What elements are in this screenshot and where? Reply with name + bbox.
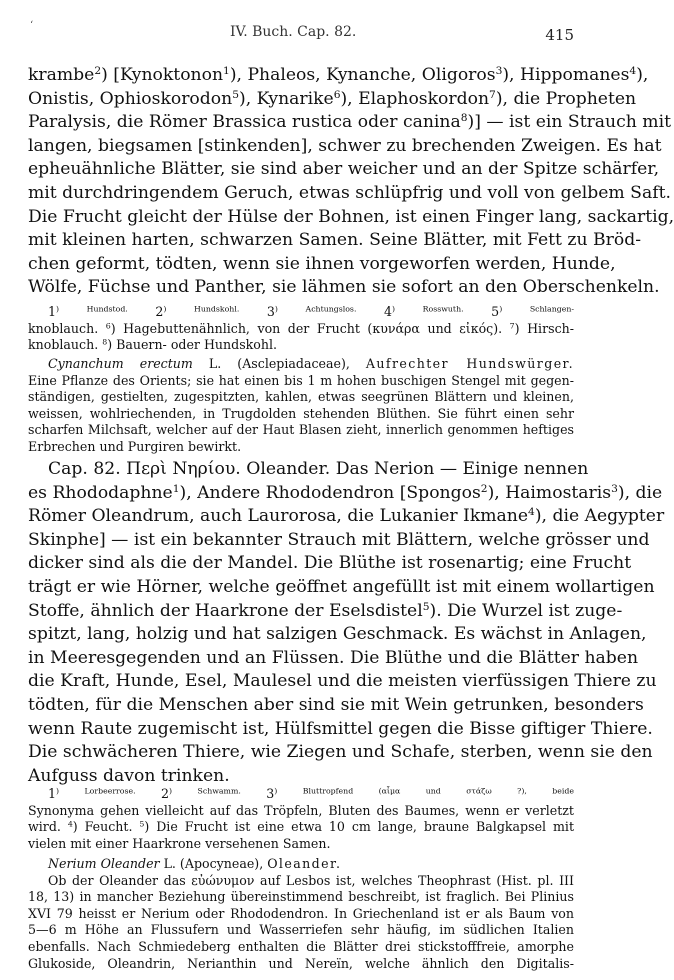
text-segment: ) Hirsch- xyxy=(514,320,574,336)
text-segment: ), Elaphoskordon xyxy=(340,88,490,109)
footnote-marker: 1 xyxy=(172,481,180,495)
species-name: Nerium Oleander xyxy=(48,856,160,871)
text-segment: ), die Propheten xyxy=(495,88,637,109)
commentary-line: 18, 13) in mancher Beziehung übereinstimmend beschreibt, ist fraglich. Bei Plinius xyxy=(28,889,574,905)
footnote-marker: 8 xyxy=(102,337,108,347)
footnotes-cap82 xyxy=(28,786,574,852)
text-segment: ), Haimostaris xyxy=(487,482,612,503)
species-author: L. (Apocyneae), xyxy=(163,856,268,871)
text-segment: )] — ist ein Strauch mit xyxy=(467,112,671,133)
text-segment: knoblauch. xyxy=(28,337,103,353)
footnote-marker: ) Hundskohl. xyxy=(163,304,267,314)
text-segment: dicker sind als die der Mandel. Die Blüthe ist rosenartig; eine Frucht xyxy=(28,553,632,574)
text-segment: wenn Raute zugemischt ist, Hülfsmittel gegen die Bisse giftiger Thiere. xyxy=(28,718,653,739)
footnote-marker: 6 xyxy=(333,87,341,101)
text-segment: Wölfe, Füchse und Panther, sie lähmen sie sofort an den Oberschenkeln. xyxy=(28,277,660,298)
text-segment: Stoffe, ähnlich der Haarkrone der Eselsdistel xyxy=(28,600,423,621)
text-line xyxy=(28,481,663,506)
text-segment: Aufguss davon trinken. xyxy=(28,765,230,786)
text-line xyxy=(28,718,653,742)
text-segment: ) Die Frucht ist eine etwa 10 cm lange, braune Balgkapsel mit xyxy=(144,819,574,835)
text-segment: Onistis, Ophioskorodon xyxy=(28,88,233,109)
text-line xyxy=(28,158,660,182)
commentary-line: ständigen, gestielten, zugespitzten, kahlen, etwas seegrünen Blättern und kleinen, xyxy=(28,389,574,405)
footnote-marker: 7 xyxy=(489,87,496,101)
text-line xyxy=(28,253,616,277)
text-segment: chen geformt, tödten, wenn sie ihnen vorgeworfen werden, Hunde, xyxy=(28,253,616,274)
commentary-line: scharfen Milchsaft, welcher auf der Haut Blasen zieht, innerlich genommen heftiges xyxy=(28,422,574,438)
footnote-marker: 5 xyxy=(232,87,239,101)
text-line xyxy=(28,505,665,529)
text-line xyxy=(28,304,574,321)
footnote-marker: 2 xyxy=(94,64,102,78)
text-line xyxy=(28,206,674,230)
species-name: Cynanchum erectum xyxy=(48,356,193,371)
text-segment: 2 xyxy=(155,304,164,319)
text-segment: ), Kynarike xyxy=(238,88,334,109)
commentary-line: ebenfalls. Nach Schmiedeberg enthalten die Blätter drei stickstofffreie, amorphe xyxy=(28,938,574,954)
text-segment: wird. xyxy=(28,819,68,835)
text-line xyxy=(28,529,650,553)
text-line xyxy=(28,111,671,135)
text-segment: ) [Kynoktonon xyxy=(101,65,224,85)
text-segment: ), xyxy=(636,65,649,85)
text-line xyxy=(28,576,655,600)
footnote-marker: 3 xyxy=(611,481,618,495)
text-line xyxy=(28,741,653,765)
footnote-marker: 1 xyxy=(223,64,230,78)
text-segment: ), Hippomanes xyxy=(502,65,630,85)
footnote-marker: ) Rosswuth. xyxy=(392,304,492,314)
commentary-line: Eine Pflanze des Orients; sie hat einen bis 1 m hohen buschigen Stengel mit gegen- xyxy=(28,372,574,388)
text-line xyxy=(28,337,574,354)
text-segment: Paralysis, die Römer Brassica rustica oder canina xyxy=(28,112,461,133)
footnotes-cap81 xyxy=(28,304,574,354)
text-segment: knoblauch. xyxy=(28,320,106,336)
text-segment: trägt er wie Hörner, welche geöffnet angefüllt ist mit einem wollartigen xyxy=(28,576,655,597)
footnote-marker: 5 xyxy=(139,819,145,829)
footnote-marker: 6 xyxy=(105,321,111,331)
text-line xyxy=(28,765,574,789)
text-segment: in Meeresgegenden und an Flüssen. Die Blüthe und die Blätter haben xyxy=(28,647,639,668)
text-segment: ) Bauern- oder Hundskohl. xyxy=(107,337,278,353)
text-segment: 2 xyxy=(161,786,170,801)
commentary-line: Ob der Oleander das εὐώνυμον auf Lesbos ist, welches Theophrast (Hist. pl. III xyxy=(48,872,574,888)
text-segment: ), Phaleos, Kynanche, Oligoros xyxy=(229,65,496,85)
text-segment: 3 xyxy=(266,786,275,801)
commentary-cynanchum xyxy=(28,356,574,456)
commentary-line: weissen, wohlriechenden, in Trugdolden stehenden Blüthen. Sie führt einen sehr xyxy=(28,405,574,421)
footnote-marker: 4 xyxy=(528,505,535,519)
footnote-marker: 4 xyxy=(67,819,73,829)
text-segment: 1 xyxy=(48,786,57,801)
text-segment: mit kleinen harten, schwarzen Samen. Seine Blätter, mit Fett zu Bröd- xyxy=(28,230,642,251)
paragraph-cap82-oleander xyxy=(28,458,665,788)
text-line xyxy=(28,599,623,624)
text-segment: Synonyma gehen vielleicht auf das Tröpfeln, Bluten des Baumes, wenn er verletzt xyxy=(28,802,574,818)
text-line xyxy=(28,803,574,820)
text-segment: 1 xyxy=(48,304,57,319)
text-segment: Cap. 82. Περὶ Νηρίου. Oleander. Das Nerion — Einige nennen xyxy=(48,459,589,479)
common-name: Aufrechter Hundswürger. xyxy=(365,356,574,371)
text-line xyxy=(28,229,642,253)
text-segment: epheuähnliche Blätter, sie sind aber weicher und an der Spitze schärfer, xyxy=(28,159,660,180)
text-line xyxy=(28,64,649,88)
text-line xyxy=(28,786,574,803)
footnote-marker: 3 xyxy=(495,64,503,78)
text-line xyxy=(28,623,647,647)
commentary-heading xyxy=(28,856,574,873)
commentary-line: 5—6 m Höhe an Flussufern und Wasserriefen sehr häufig, im südlichen Italien xyxy=(28,922,574,938)
footnote-marker: ) Schlangen- xyxy=(499,304,574,314)
commentary-nerium xyxy=(28,856,574,972)
text-line xyxy=(28,182,671,206)
text-segment: krambe xyxy=(28,65,95,85)
text-segment: ). Die Wurzel ist zuge- xyxy=(429,600,623,621)
common-name: Oleander. xyxy=(267,856,342,871)
commentary-heading xyxy=(28,356,574,373)
footnote-marker: 8 xyxy=(460,111,468,125)
text-line xyxy=(28,87,637,112)
text-segment: langen, biegsamen [stinkenden], schwer zu brechenden Zweigen. Es hat xyxy=(28,135,662,156)
text-line xyxy=(28,819,574,836)
text-line xyxy=(28,836,574,853)
footnote-marker: ) Bluttropfend (αἷμα und στάζω ?), beide xyxy=(274,786,574,796)
text-line xyxy=(28,458,589,482)
text-line xyxy=(28,276,660,300)
commentary-line: Erbrechen und Purgiren bewirkt. xyxy=(28,438,242,454)
text-line xyxy=(28,694,644,718)
text-segment: ), die Aegypter xyxy=(534,506,665,527)
footnote-marker: 4 xyxy=(629,64,637,78)
text-line xyxy=(28,552,632,576)
text-segment: die Kraft, Hunde, Esel, Maulesel und die meisten vierfüssigen Thiere zu xyxy=(28,671,657,692)
text-line xyxy=(28,135,662,159)
text-segment: spitzt, lang, holzig und hat salzigen Geschmack. Es wächst in Anlagen, xyxy=(28,624,647,645)
text-segment: Die schwächeren Thiere, wie Ziegen und Schafe, sterben, wenn sie den xyxy=(28,742,653,763)
text-line xyxy=(28,647,639,671)
footnote-marker: ) Lorbeerrose. xyxy=(56,786,161,796)
species-author: L. (Asclepiadaceae), xyxy=(208,356,366,371)
text-segment: tödten, für die Menschen aber sind sie mit Wein getrunken, besonders xyxy=(28,694,644,715)
text-line xyxy=(28,670,657,694)
commentary-line: Glukoside, Oleandrin, Nerianthin und Nereïn, welche ähnlich den Digitalis- xyxy=(28,955,574,971)
footnote-marker: ) Hundstod. xyxy=(56,304,156,314)
text-segment: ) Hagebuttenähnlich, von der Frucht (κυνάρα und εἰκός). xyxy=(110,320,510,336)
corner-mark: ‘ xyxy=(30,20,34,31)
text-segment: ) Feucht. xyxy=(72,819,140,835)
running-head: IV. Buch. Cap. 82. xyxy=(230,24,357,40)
text-segment: mit durchdringendem Geruch, etwas schlüpfrig und voll von gelbem Saft. xyxy=(28,182,671,203)
footnote-marker: 7 xyxy=(509,321,515,331)
text-line xyxy=(28,321,574,338)
text-segment: es Rhododaphne xyxy=(28,482,173,503)
text-segment: Die Frucht gleicht der Hülse der Bohnen, ist einen Finger lang, sackartig, xyxy=(28,206,674,227)
footnote-marker: ) Achtungslos. xyxy=(274,304,385,314)
commentary-line: XVI 79 heisst er Nerium oder Rhododendron. In Griechenland ist er als Baum von xyxy=(28,905,574,921)
footnote-marker: 2 xyxy=(480,481,488,495)
footnote-marker: ) Schwamm. xyxy=(169,786,267,796)
text-segment: ), Andere Rhododendron [Spongos xyxy=(179,482,481,503)
text-segment: Römer Oleandrum, auch Laurorosa, die Lukanier Ikmane xyxy=(28,506,529,527)
paragraph-cap81-text xyxy=(28,64,674,300)
page-number: 415 xyxy=(545,26,574,44)
footnote-marker: 5 xyxy=(422,599,430,613)
text-segment: 5 xyxy=(491,304,500,319)
text-segment: 3 xyxy=(266,304,275,319)
text-segment: vielen mit einer Haarkrone versehenen Samen. xyxy=(28,835,331,851)
text-segment: Skinphe] — ist ein bekannter Strauch mit Blättern, welche grösser und xyxy=(28,529,650,550)
text-segment: ), die xyxy=(617,482,663,503)
text-segment: 4 xyxy=(384,304,393,319)
